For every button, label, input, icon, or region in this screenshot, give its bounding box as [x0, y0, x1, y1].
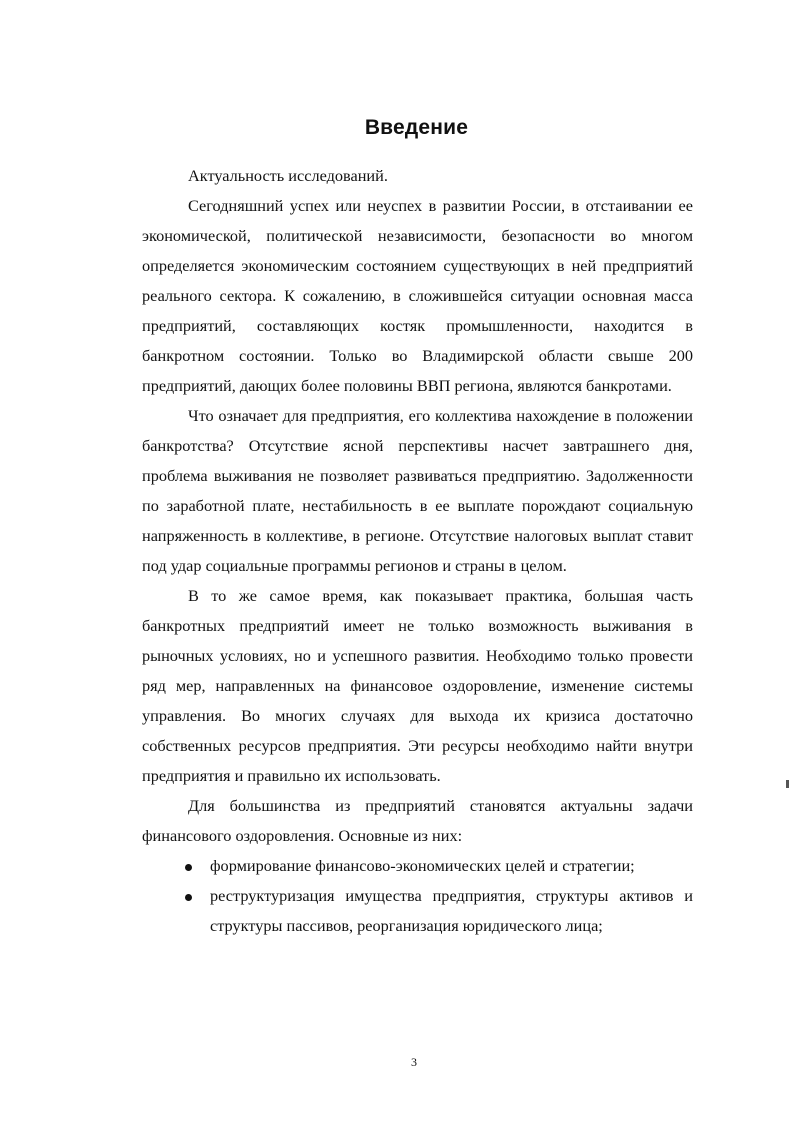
paragraph: Для большинства из предприятий становятся актуальны задачи финансового оздоровления. Основные из них:	[142, 796, 693, 845]
section-subtitle: Актуальность исследований.	[188, 166, 388, 185]
document-body	[142, 158, 693, 941]
list-item-text: реструктуризация имущества предприятия, структуры активов и структуры пассивов, реорганизация юридического лица;	[210, 886, 693, 935]
list-item	[142, 881, 693, 941]
page-title: Введение	[364, 116, 469, 139]
paragraph: Что означает для предприятия, его коллектива нахождение в положении банкротства? Отсутствие ясной перспективы насчет завтрашнего дня, проблема выживания не позволяет развиваться предприятию. Задолженности по заработной плате, нестабильность в ее выплате порождают социальную напряженность в коллективе, в регионе. Отсутствие налоговых выплат ставит под удар социальные программы регионов и страны в целом.	[142, 406, 693, 575]
bullet-icon	[185, 894, 192, 901]
list-item-text: формирование финансово-экономических целей и стратегии;	[210, 856, 635, 875]
paragraph: Сегодняшний успех или неуспех в развитии России, в отстаивании ее экономической, политической независимости, безопасности во многом определяется экономическим состоянием существующих в ней предприятий реального сектора. К сожалению, в сложившейся ситуации основная масса предприятий, составляющих костяк промышленности, находится в банкротном состоянии. Только во Владимирской области свыше 200 предприятий, дающих более половины ВВП региона, являются банкротами.	[142, 196, 693, 395]
page-number: 3	[411, 1055, 417, 1069]
bullet-icon	[185, 864, 192, 871]
paragraph: В то же самое время, как показывает практика, большая часть банкротных предприятий имеет не только возможность выживания в рыночных условиях, но и успешного развития. Необходимо только провести ряд мер, направленных на финансовое оздоровление, изменение системы управления. Во многих случаях для выхода их кризиса достаточно собственных ресурсов предприятия. Эти ресурсы необходимо найти внутри предприятия и правильно их использовать.	[142, 586, 693, 785]
list-item	[142, 851, 693, 881]
bullet-list	[142, 851, 693, 941]
scan-artifact	[786, 780, 789, 788]
